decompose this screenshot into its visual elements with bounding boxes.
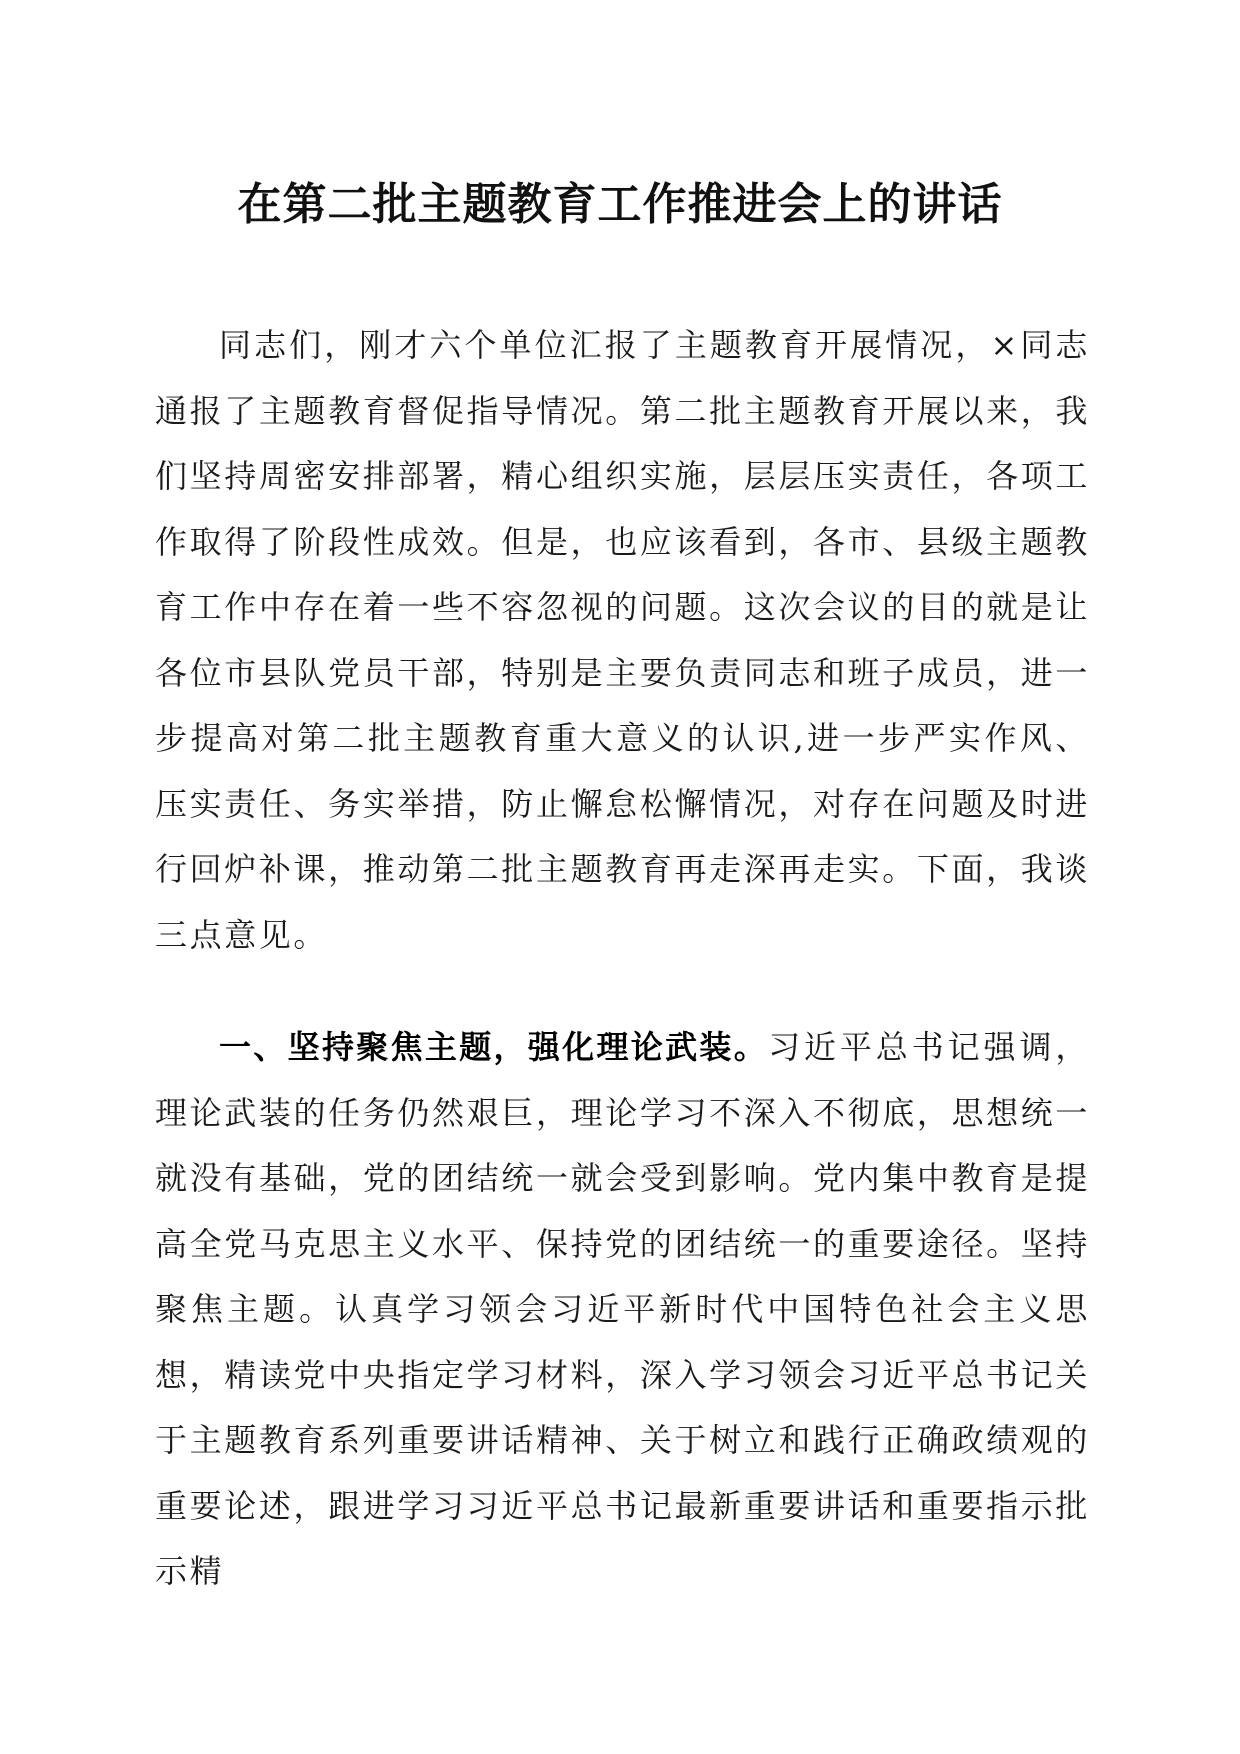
page-title: 在第二批主题教育工作推进会上的讲话 [237, 179, 1003, 230]
paragraph-opening [155, 313, 1090, 968]
paragraph-text: 同志们，刚才六个单位汇报了主题教育开展情况，×同志通报了主题教育督促指导情况。第二批主题教育开展以来，我们坚持周密安排部署，精心组织实施，层层压实责任，各项工作取得了阶段性成效。但是，也应该看到，各市、县级主题教育工作中存在着一些不容忽视的问题。这次会议的目的就是让各位市县队党员干部，特别是主要负责同志和班子成员，进一步提高对第二批主题教育重大意义的认识,进一步严实作风、压实责任、务实举措，防止懈怠松懈情况，对存在问题及时进行回炉补课，推动第二批主题教育再走深再走实。下面，我谈三点意见。 [155, 326, 1090, 954]
paragraph-text: 习近平总书记强调，理论武装的任务仍然艰巨，理论学习不深入不彻底，思想统一就没有基础，党的团结统一就会受到影响。党内集中教育是提高全党马克思主义水平、保持党的团结统一的重要途径。坚持聚焦主题。认真学习领会习近平新时代中国特色社会主义思想，精读党中央指定学习材料，深入学习领会习近平总书记关于主题教育系列重要讲话精神、关于树立和践行正确政绩观的重要论述，跟进学习习近平总书记最新重要讲话和重要指示批示精 [155, 1028, 1090, 1590]
paragraph-section-one [155, 1015, 1090, 1605]
section-heading: 一、坚持聚焦主题，强化理论武装。 [219, 1028, 769, 1066]
